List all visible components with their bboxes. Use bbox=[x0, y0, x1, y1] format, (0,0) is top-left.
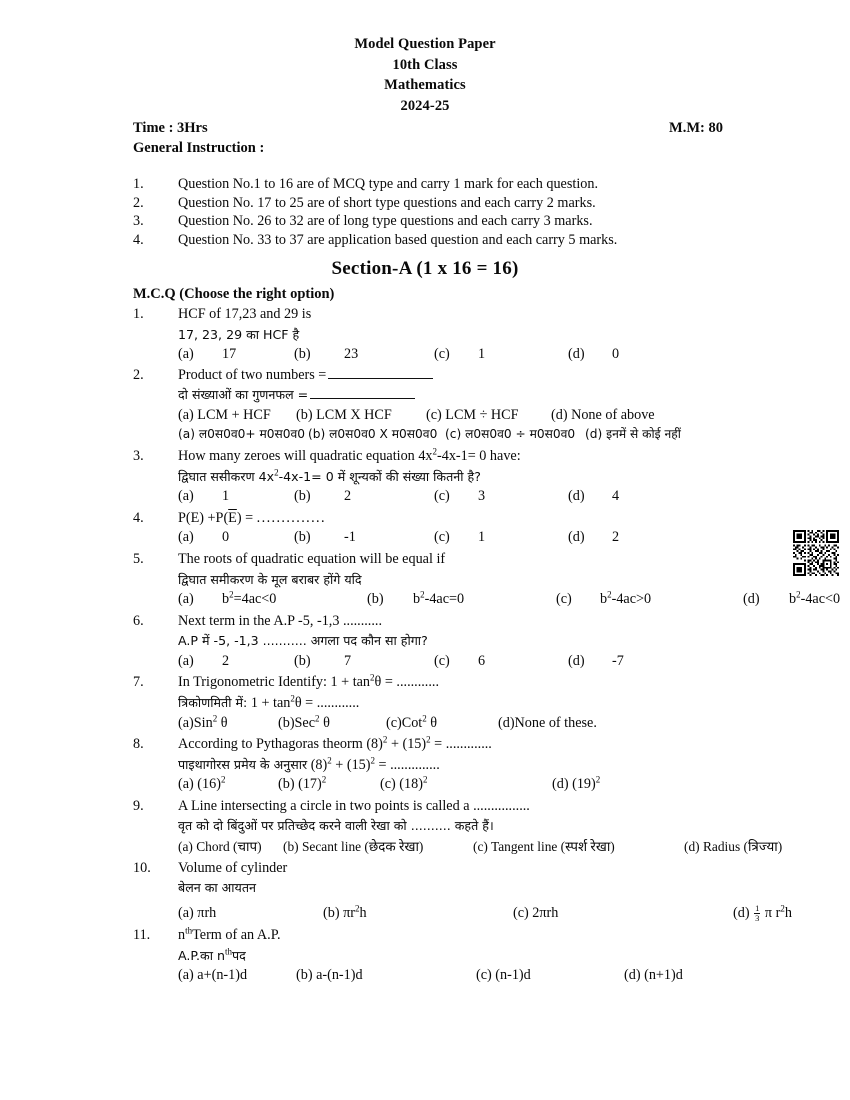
exponent: 2 bbox=[327, 754, 332, 765]
question-number: 7. bbox=[133, 674, 144, 691]
option-tag-b[interactable]: (b) bbox=[294, 529, 311, 546]
option-value-d[interactable] bbox=[789, 590, 840, 610]
option-d[interactable]: (d)None of these. bbox=[498, 714, 597, 731]
option-a[interactable]: (a) LCM + HCF bbox=[178, 406, 271, 423]
exponent: 2 bbox=[321, 774, 327, 785]
question-item-8 bbox=[133, 735, 813, 795]
option-tag-c[interactable]: (c) bbox=[434, 346, 450, 363]
question-stem-en: Product of two numbers = bbox=[178, 366, 327, 383]
expr-rest: -4ac<0 bbox=[800, 591, 841, 608]
option-d[interactable]: (d) Radius (त्रिज्या) bbox=[684, 838, 783, 854]
exponent: 2 bbox=[212, 712, 218, 723]
time-and-marks-row bbox=[133, 120, 723, 137]
option-tag-d[interactable]: (d) bbox=[568, 488, 585, 505]
option-tag-a[interactable]: (a) bbox=[178, 652, 194, 669]
option-d[interactable] bbox=[552, 775, 600, 795]
question-stem-en-post: θ = ............ bbox=[374, 674, 439, 691]
formula-rest: h bbox=[784, 904, 792, 921]
numerator: 1 bbox=[755, 902, 760, 913]
time-allowed: Time : 3Hrs bbox=[133, 120, 208, 136]
question-stem-en: According to Pythagoras theorm (8) bbox=[178, 736, 383, 753]
option-c[interactable] bbox=[513, 904, 733, 924]
question-item-10 bbox=[133, 859, 813, 924]
option-tag: (d) bbox=[733, 904, 754, 921]
option-a[interactable] bbox=[178, 904, 323, 924]
option-value-a[interactable]: 17 bbox=[222, 346, 237, 363]
document-header bbox=[0, 34, 850, 116]
question-text-hi: वृत को दो बिंदुओं पर प्रतिच्छेद करने वाली रेखा को .......... कहते हैं। bbox=[178, 818, 494, 834]
option-a[interactable] bbox=[178, 775, 278, 795]
instruction-item bbox=[133, 194, 793, 213]
instruction-number: 2. bbox=[133, 194, 144, 211]
question-item-4 bbox=[133, 509, 813, 548]
angle-symbol: θ bbox=[217, 714, 228, 731]
option-d-hi[interactable]: (d) इनमें से कोई नहीं bbox=[585, 427, 681, 442]
exponent: 2 bbox=[229, 589, 234, 600]
question-text-hi: बेलन का आयतन bbox=[178, 880, 257, 896]
question-text-en: HCF of 17,23 and 29 is bbox=[178, 306, 312, 322]
instruction-number: 3. bbox=[133, 213, 144, 230]
option-tag: (c) (18) bbox=[380, 776, 423, 793]
option-tag-b[interactable]: (b) bbox=[294, 488, 311, 505]
option-value-b[interactable] bbox=[413, 590, 556, 610]
instruction-text: Question No. 33 to 37 are application based question and each carry 5 marks. bbox=[178, 231, 618, 248]
question-text-en bbox=[178, 366, 813, 386]
instruction-number: 1. bbox=[133, 176, 144, 192]
option-value-c[interactable]: 1 bbox=[478, 529, 486, 546]
option-d[interactable]: (d) (n+1)d bbox=[624, 967, 683, 984]
option-tag: (c) bbox=[513, 904, 533, 921]
option-a[interactable]: (a) Chord (चाप) bbox=[178, 838, 262, 854]
exponent: 2 bbox=[370, 672, 375, 683]
expr-base: b bbox=[413, 591, 421, 608]
question-text-en bbox=[178, 509, 813, 529]
question-stem-hi: दो संख्याओं का गुणनफल = bbox=[178, 387, 309, 403]
question-text-en bbox=[178, 447, 813, 467]
option-tag-a[interactable]: (a) bbox=[178, 529, 194, 546]
option-row bbox=[178, 652, 813, 672]
question-text-en: Next term in the A.P -5, -1,3 ........... bbox=[178, 612, 382, 629]
question-item-2 bbox=[133, 366, 813, 445]
option-value-b[interactable]: 2 bbox=[344, 488, 352, 505]
probability-expression-pre: P(E) +P( bbox=[178, 509, 229, 526]
question-stem-hi: A.P.का n bbox=[178, 947, 225, 963]
question-stem-hi: पाइथागोरस प्रमेय के अनुसार bbox=[178, 756, 308, 772]
option-row bbox=[178, 966, 813, 986]
option-value-d[interactable]: 0 bbox=[612, 346, 620, 363]
option-c[interactable] bbox=[380, 775, 552, 795]
option-tag-c[interactable]: (c) bbox=[556, 591, 572, 608]
complement-event: $\overline{E}$ bbox=[228, 509, 237, 526]
question-text-en bbox=[178, 673, 813, 693]
option-row bbox=[178, 775, 813, 795]
option-row bbox=[178, 528, 813, 548]
option-value-d[interactable]: 4 bbox=[612, 488, 620, 505]
question-text-en: Volume of cylinder bbox=[178, 859, 288, 876]
option-tag-d[interactable]: (d) bbox=[568, 346, 585, 363]
option-a[interactable]: (a) a+(n-1)d bbox=[178, 967, 248, 984]
ordinal-suffix: th bbox=[224, 946, 232, 957]
question-number: 10. bbox=[133, 859, 151, 876]
exponent: 2 bbox=[607, 589, 612, 600]
angle-symbol: θ bbox=[426, 714, 438, 731]
option-value-c[interactable]: 1 bbox=[478, 346, 486, 363]
question-stem-hi-mid: 1 + tan bbox=[247, 694, 291, 711]
exponent: 2 bbox=[290, 693, 295, 704]
option-tag-a[interactable]: (a) bbox=[178, 488, 194, 505]
instruction-item bbox=[133, 175, 793, 194]
exponent: 2 bbox=[274, 466, 279, 477]
formula-rest: h bbox=[359, 904, 367, 921]
option-value-d[interactable]: -7 bbox=[612, 652, 624, 669]
question-number: 9. bbox=[133, 797, 144, 814]
option-value-c[interactable] bbox=[600, 590, 743, 610]
formula: 2πrh bbox=[532, 904, 559, 921]
question-number: 5. bbox=[133, 550, 144, 567]
instruction-item bbox=[133, 231, 793, 250]
option-value-a[interactable] bbox=[222, 590, 367, 610]
question-stem-hi-b: -4x-1= 0 में शून्यकों की संख्या कितनी है? bbox=[278, 468, 481, 484]
instruction-text: Question No. 26 to 32 are of long type questions and each carry 3 marks. bbox=[178, 213, 593, 230]
paper-session: 2024-25 bbox=[400, 97, 450, 114]
exponent: 2 bbox=[796, 589, 801, 600]
answer-blank[interactable] bbox=[328, 368, 433, 379]
question-stem-hi-post: पद bbox=[231, 947, 246, 963]
option-row bbox=[178, 837, 813, 857]
option-value-a[interactable]: 2 bbox=[222, 652, 230, 669]
angle-symbol: θ bbox=[319, 714, 330, 731]
exponent: 2 bbox=[422, 712, 427, 723]
option-b-hi[interactable]: (b) ल0स0व0 X म0स0व0 bbox=[308, 427, 438, 442]
option-value-d[interactable]: 2 bbox=[612, 529, 620, 546]
exponent: 2 bbox=[370, 754, 375, 765]
question-text-hi: 17, 23, 29 का HCF है bbox=[178, 326, 300, 342]
option-tag-b[interactable]: (b) bbox=[294, 652, 311, 669]
option-c[interactable]: (c) Tangent line (स्पर्श रेखा) bbox=[473, 838, 615, 854]
question-number: 3. bbox=[133, 447, 144, 464]
option-b[interactable]: (b) a-(n-1)d bbox=[296, 967, 363, 984]
instruction-list bbox=[133, 175, 793, 249]
qr-code bbox=[793, 530, 839, 576]
option-value-a[interactable]: 0 bbox=[222, 529, 230, 546]
question-stem-hi-mid2: + (15) bbox=[331, 756, 371, 773]
question-number: 8. bbox=[133, 736, 144, 753]
expr-rest: =4ac<0 bbox=[233, 591, 277, 608]
question-stem-en-post: = ............. bbox=[430, 736, 492, 753]
option-b[interactable] bbox=[278, 714, 386, 734]
instruction-item bbox=[133, 212, 793, 231]
exponent: 2 bbox=[422, 774, 428, 785]
option-row bbox=[178, 590, 840, 610]
option-tag-a[interactable]: (a) bbox=[178, 346, 194, 363]
question-number: 1. bbox=[133, 306, 144, 322]
instruction-text: Question No. 17 to 25 are of short type questions and each carry 2 marks. bbox=[178, 194, 596, 211]
question-number: 4. bbox=[133, 509, 144, 526]
option-d[interactable]: (d) None of above bbox=[551, 406, 655, 423]
instruction-text: Question No.1 to 16 are of MCQ type and carry 1 mark for each question. bbox=[178, 176, 598, 192]
option-tag-c[interactable]: (c) bbox=[434, 652, 450, 669]
option-row-hi bbox=[178, 425, 813, 445]
question-text-hi bbox=[178, 385, 813, 406]
denominator: 3 bbox=[755, 912, 760, 923]
option-d[interactable] bbox=[733, 904, 792, 924]
exponent: 2 bbox=[315, 712, 320, 723]
fraction-one-third bbox=[754, 904, 760, 923]
option-tag: (a) (16) bbox=[178, 776, 221, 793]
option-c[interactable]: (c) (n-1)d bbox=[476, 967, 531, 984]
formula: πrh bbox=[197, 904, 217, 921]
question-text-hi bbox=[178, 946, 813, 967]
option-value-b[interactable]: 7 bbox=[344, 652, 352, 669]
question-item-6 bbox=[133, 612, 813, 672]
option-b[interactable]: (b) LCM X HCF bbox=[296, 406, 392, 423]
question-stem-en-a: How many zeroes will quadratic equation 4x bbox=[178, 447, 433, 464]
question-text-hi bbox=[178, 467, 813, 488]
option-c[interactable]: (c) LCM ÷ HCF bbox=[426, 406, 519, 423]
option-a[interactable] bbox=[178, 714, 278, 734]
option-tag: (d) (19) bbox=[552, 776, 596, 793]
option-tag-b[interactable]: (b) bbox=[294, 346, 311, 363]
option-tag-d[interactable]: (d) bbox=[568, 529, 585, 546]
expr-base: b bbox=[600, 591, 608, 608]
max-marks: M.M: 80 bbox=[669, 120, 723, 136]
option-tag-a[interactable]: (a) bbox=[178, 591, 194, 608]
option-value-a[interactable]: 1 bbox=[222, 488, 230, 505]
question-item-5 bbox=[133, 550, 841, 610]
question-item-9 bbox=[133, 797, 813, 857]
question-item-11 bbox=[133, 926, 813, 986]
option-value-b[interactable]: 23 bbox=[344, 346, 359, 363]
question-stem-en-b: -4x-1= 0 have: bbox=[437, 447, 521, 464]
mcq-heading: M.C.Q (Choose the right option) bbox=[133, 286, 335, 302]
question-text-en bbox=[178, 735, 813, 755]
option-tag-b[interactable]: (b) bbox=[367, 591, 384, 608]
paper-title: Model Question Paper bbox=[354, 36, 496, 52]
expr-base: b bbox=[789, 591, 797, 608]
option-b[interactable]: (b) Secant line (छेदक रेखा) bbox=[283, 838, 424, 854]
option-tag-c[interactable]: (c) bbox=[434, 529, 450, 546]
exponent: 2 bbox=[595, 774, 601, 785]
nth-variable: n bbox=[178, 927, 186, 944]
option-row bbox=[178, 714, 813, 734]
answer-blank[interactable] bbox=[310, 388, 415, 399]
trig-function: Sin bbox=[193, 714, 213, 731]
option-row-en bbox=[178, 406, 813, 426]
question-number: 6. bbox=[133, 612, 144, 629]
exponent: 2 bbox=[432, 446, 438, 457]
expr-rest: -4ac>0 bbox=[611, 591, 652, 608]
exponent: 2 bbox=[354, 902, 360, 913]
option-tag: (c) bbox=[386, 714, 402, 731]
expr-base: b bbox=[222, 591, 230, 608]
question-item-7 bbox=[133, 673, 813, 733]
option-b[interactable] bbox=[278, 775, 380, 795]
option-tag: (b) bbox=[278, 714, 295, 731]
exponent: 2 bbox=[780, 902, 785, 913]
section-a-heading: Section-A (1 x 16 = 16) bbox=[331, 258, 519, 279]
trig-function: Sec bbox=[294, 714, 316, 731]
general-instruction-heading: General Instruction : bbox=[133, 140, 265, 156]
question-stem-en: In Trigonometric Identify: 1 + tan bbox=[178, 674, 371, 691]
instruction-number: 4. bbox=[133, 231, 144, 248]
question-item-1 bbox=[133, 305, 813, 365]
question-item-3 bbox=[133, 447, 813, 507]
question-stem-hi: त्रिकोणमिती में: bbox=[178, 694, 248, 710]
ordinal-suffix: th bbox=[185, 925, 193, 936]
option-tag-c[interactable]: (c) bbox=[434, 488, 450, 505]
question-text-hi bbox=[178, 693, 813, 714]
question-stem-en-mid: + (15) bbox=[387, 736, 427, 753]
question-number: 2. bbox=[133, 366, 144, 383]
option-value-c[interactable]: 6 bbox=[478, 652, 486, 669]
question-text-hi: A.P में -5, -1,3 ........... अगला पद कौन सा होगा? bbox=[178, 633, 428, 649]
question-stem-hi-a: द्विघात ससीकरण 4x bbox=[178, 468, 275, 484]
option-tag: (a) bbox=[178, 714, 194, 731]
question-stem-hi-post: θ = ............ bbox=[294, 694, 360, 711]
exponent: 2 bbox=[426, 734, 431, 745]
question-stem-en: Term of an A.P. bbox=[192, 927, 281, 944]
trig-function: Cot bbox=[401, 714, 423, 731]
formula: π r bbox=[761, 904, 781, 921]
option-row bbox=[178, 487, 813, 507]
option-tag: (b) (17) bbox=[278, 776, 322, 793]
question-number: 11. bbox=[133, 927, 151, 944]
option-c-hi[interactable]: (c) ल0स0व0 ÷ म0स0व0 bbox=[445, 427, 576, 442]
option-tag-d[interactable]: (d) bbox=[743, 591, 760, 608]
expr-rest: -4ac=0 bbox=[424, 591, 465, 608]
paper-subject: Mathematics bbox=[384, 77, 466, 93]
option-value-b[interactable]: -1 bbox=[344, 529, 356, 546]
answer-dots[interactable]: .............. bbox=[256, 509, 326, 526]
formula: πr bbox=[343, 904, 355, 921]
option-row bbox=[178, 345, 813, 365]
option-a-hi[interactable]: (a) ल0स0व0+ म0स0व0 bbox=[178, 427, 306, 442]
exponent: 2 bbox=[420, 589, 425, 600]
option-b[interactable] bbox=[323, 904, 513, 924]
option-value-c[interactable]: 3 bbox=[478, 488, 486, 505]
question-stem-hi-mid: (8) bbox=[307, 756, 328, 773]
option-row bbox=[178, 904, 813, 924]
probability-expression-post: ) = bbox=[236, 509, 254, 526]
exponent: 2 bbox=[382, 734, 388, 745]
exponent: 2 bbox=[220, 774, 226, 785]
option-tag: (b) bbox=[323, 904, 344, 921]
option-c[interactable] bbox=[386, 714, 498, 734]
paper-class: 10th Class bbox=[392, 56, 458, 73]
question-stem-hi-post: = .............. bbox=[374, 756, 440, 773]
question-text-en: A Line intersecting a circle in two points is called a ................ bbox=[178, 797, 530, 814]
question-text-hi: द्विघात समीकरण के मूल बराबर होंगे यदि bbox=[178, 571, 362, 587]
question-text-hi bbox=[178, 755, 813, 776]
option-tag: (a) bbox=[178, 904, 198, 921]
question-text-en bbox=[178, 926, 813, 946]
question-text-en: The roots of quadratic equation will be equal if bbox=[178, 550, 446, 567]
option-tag-d[interactable]: (d) bbox=[568, 652, 585, 669]
question-list bbox=[133, 305, 841, 986]
